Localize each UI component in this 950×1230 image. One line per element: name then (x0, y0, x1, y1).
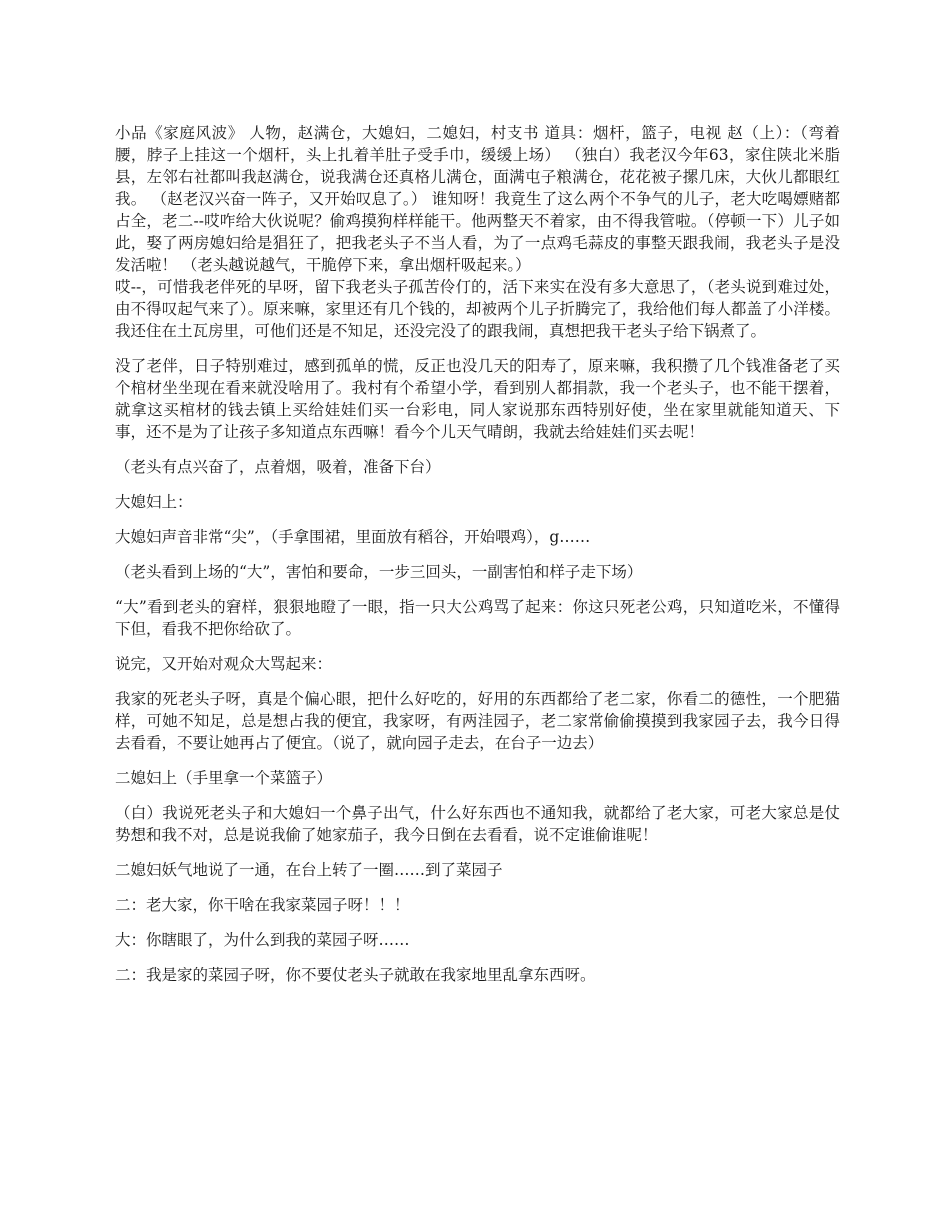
document-page (115, 122, 840, 999)
paragraph-14: 二：老大家，你干啥在我家菜园子呀！！！ (115, 896, 410, 914)
paragraph-4: （老头有点兴奋了，点着烟，吸着，准备下台） (115, 458, 441, 476)
paragraph-7: （老头看到上场的“大”，害怕和要命，一步三回头，一副害怕和样子走下场） (115, 563, 643, 581)
paragraph-1: 小品《家庭风波》 人物，赵满仓，大媳妇，二媳妇，村支书 道具：烟杆，篮子，电视 赵（上）：（弯着腰，脖子上挂这一个烟杆，头上扎着羊肚子受手巾，缓缓上场） （独白）我老汉今年63，家住陕北米脂县，左邻右社都叫我赵满仓，说我满仓还真格儿满仓，面满屯子粮满仓，花花被子摞几床，大伙儿都眼红我。 （赵老汉兴奋一阵子，又开始叹息了。） 谁知呀！我竟生了这么两个不争气的儿子，老大吃喝嫖赌都占全，老二--哎咋给大伙说呢？偷鸡摸狗样样能干。他两整天不着家，由不得我管啦。（停顿一下）儿子如此，娶了两房媳妇给是猖狂了，把我老头子不当人看，为了一点鸡毛蒜皮的事整天跟我闹，我老头子是没发活啦！ （老头越说越气，干脆停下来，拿出烟杆吸起来。） (115, 124, 840, 274)
paragraph-15: 大：你瞎眼了，为什么到我的菜园子呀…… (115, 931, 410, 949)
paragraph-13: 二媳妇妖气地说了一通，在台上转了一圈……到了菜园子 (115, 861, 503, 879)
paragraph-6: 大媳妇声音非常“尖”，（手拿围裙，里面放有稻谷，开始喂鸡），g…… (115, 528, 591, 546)
paragraph-10: 我家的死老头子呀，真是个偏心眼，把什么好吃的，好用的东西都给了老二家，你看二的德性，一个肥猫样，可她不知足，总是想占我的便宜，我家呀，有两洼园子，老二家常偷偷摸摸到我家园子去，我今日得去看看，不要让她再占了便宜。（说了，就向园子走去，在台子一边去） (115, 690, 840, 752)
paragraph-5: 大媳妇上： (115, 493, 193, 511)
paragraph-12: （白）我说死老头子和大媳妇一个鼻子出气，什么好东西也不通知我，就都给了老大家，可老大家总是仗势想和我不对，总是说我偷了她家茄子，我今日倒在去看看，说不定谁偷谁呢！ (115, 804, 840, 844)
paragraph-16: 二：我是家的菜园子呀，你不要仗老头子就敢在我家地里乱拿东西呀。 (115, 966, 596, 984)
paragraph-2: 哎--，可惜我老伴死的早呀，留下我老头子孤苦伶仃的，活下来实在没有多大意思了，（老头说到难过处，由不得叹起气来了）。原来嘛，家里还有几个钱的，却被两个儿子折腾完了，我给他们每人都盖了小洋楼。我还住在土瓦房里，可他们还是不知足，还没完没了的跟我闹，真想把我干老头子给下锅煮了。 (115, 278, 840, 340)
paragraph-11: 二媳妇上（手里拿一个菜篮子） (115, 769, 333, 787)
paragraph-9: 说完，又开始对观众大骂起来： (115, 655, 333, 673)
paragraph-3: 没了老伴，日子特别难过，感到孤单的慌，反正也没几天的阳寿了，原来嘛，我积攒了几个钱准备老了买个棺材坐坐现在看来就没啥用了。我村有个希望小学，看到别人都捐款，我一个老头子，也不能干摆着，就拿这买棺材的钱去镇上买给娃娃们买一台彩电，同人家说那东西特别好使，坐在家里就能知道天、下事，还不是为了让孩子多知道点东西嘛！看今个儿天气晴朗，我就去给娃娃们买去呢！ (115, 357, 840, 441)
paragraph-8: “大”看到老头的窘样，狠狠地瞪了一眼，指一只大公鸡骂了起来：你这只死老公鸡，只知道吃米，不懂得下但，看我不把你给砍了。 (115, 598, 840, 638)
